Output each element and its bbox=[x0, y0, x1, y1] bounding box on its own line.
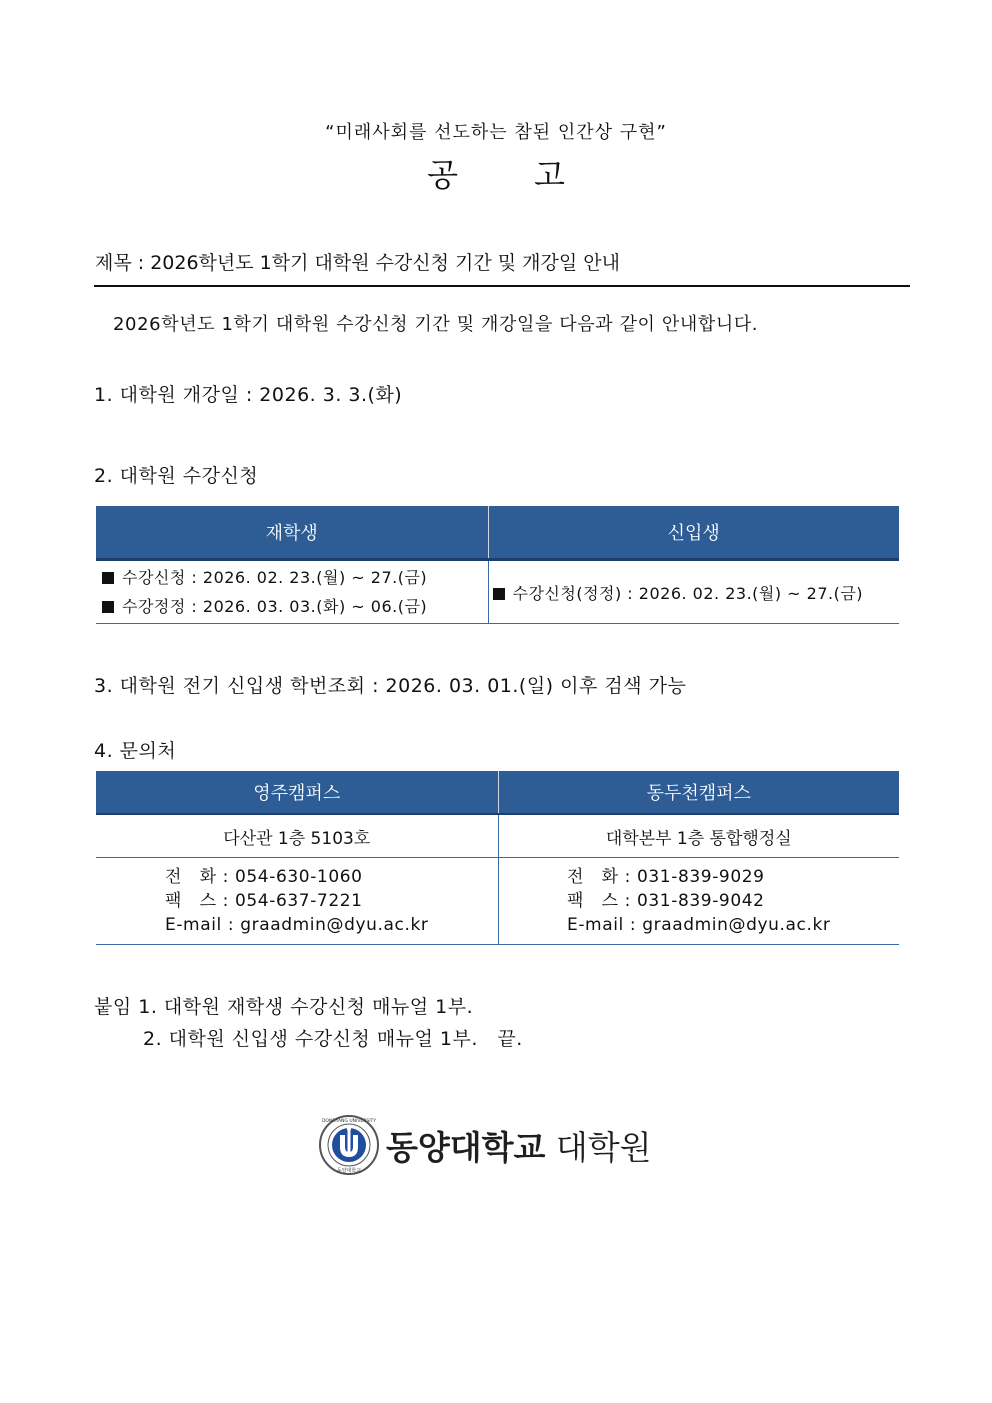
section-2-heading: 2. 대학원 수강신청 bbox=[94, 465, 259, 487]
title-char-2: 고 bbox=[534, 156, 565, 194]
new-students-schedule bbox=[488, 560, 899, 624]
yeongju-email: E-mail : graadmin@dyu.ac.kr bbox=[164, 915, 429, 935]
subject-divider bbox=[94, 285, 910, 287]
col-header-yeongju: 영주캠퍼스 bbox=[96, 771, 498, 814]
university-seal-icon bbox=[318, 1114, 380, 1176]
new-registration-text: 수강신청(정정) : 2026. 02. 23.(월) ~ 27.(금) bbox=[512, 583, 864, 603]
seal-bottom-text: 동양대학교 bbox=[336, 1168, 362, 1174]
logo-graduate-school: 대학원 bbox=[545, 1128, 652, 1167]
square-bullet-icon bbox=[493, 588, 505, 600]
yeongju-office: 다산관 1층 5103호 bbox=[96, 814, 498, 858]
section-4-heading: 4. 문의처 bbox=[94, 740, 177, 762]
university-logo bbox=[318, 1114, 678, 1176]
intro-paragraph: 2026학년도 1학기 대학원 수강신청 기간 및 개강일을 다음과 같이 안내합니다. bbox=[113, 314, 759, 335]
attachment-line-1: 붙임 1. 대학원 재학생 수강신청 매뉴얼 1부. bbox=[94, 996, 474, 1018]
slogan: “미래사회를 선도하는 참된 인간상 구현” bbox=[325, 122, 667, 143]
contact-table bbox=[96, 771, 899, 945]
current-registration-row bbox=[102, 563, 487, 592]
current-correction-text: 수강정정 : 2026. 03. 03.(화) ~ 06.(금) bbox=[122, 597, 428, 616]
title-char-1: 공 bbox=[427, 156, 458, 194]
current-students-schedule bbox=[96, 560, 488, 624]
section-3-student-id: 3. 대학원 전기 신입생 학번조회 : 2026. 03. 01.(일) 이후 검색 가능 bbox=[94, 675, 687, 697]
dongducheon-fax: 팩 스 : 031-839-9042 bbox=[566, 891, 765, 911]
section-1-opening-date: 1. 대학원 개강일 : 2026. 3. 3.(화) bbox=[94, 384, 403, 406]
dongducheon-email: E-mail : graadmin@dyu.ac.kr bbox=[566, 915, 831, 935]
dongducheon-contact bbox=[498, 858, 899, 945]
square-bullet-icon bbox=[102, 601, 114, 613]
logo-wordmark bbox=[386, 1122, 652, 1169]
dongducheon-office: 대학본부 1층 통합행정실 bbox=[498, 814, 899, 858]
col-header-new-students: 신입생 bbox=[488, 506, 899, 560]
yeongju-contact bbox=[96, 858, 498, 945]
yeongju-fax: 팩 스 : 054-637-7221 bbox=[164, 891, 363, 911]
attachment-line-2: 2. 대학원 신입생 수강신청 매뉴얼 1부. 끝. bbox=[143, 1028, 523, 1050]
current-registration-text: 수강신청 : 2026. 02. 23.(월) ~ 27.(금) bbox=[122, 568, 428, 587]
square-bullet-icon bbox=[102, 572, 114, 584]
registration-table bbox=[96, 506, 899, 624]
current-correction-row bbox=[102, 592, 487, 621]
logo-university-name: 동양대학교 bbox=[386, 1128, 546, 1167]
yeongju-phone: 전 화 : 054-630-1060 bbox=[164, 867, 363, 887]
page-title bbox=[0, 150, 992, 196]
dongducheon-phone: 전 화 : 031-839-9029 bbox=[566, 867, 765, 887]
seal-top-text: DONGYANG UNIVERSITY bbox=[321, 1119, 377, 1124]
col-header-dongducheon: 동두천캠퍼스 bbox=[498, 771, 899, 814]
col-header-current-students: 재학생 bbox=[96, 506, 488, 560]
notice-subject: 제목 : 2026학년도 1학기 대학원 수강신청 기간 및 개강일 안내 bbox=[95, 252, 620, 274]
